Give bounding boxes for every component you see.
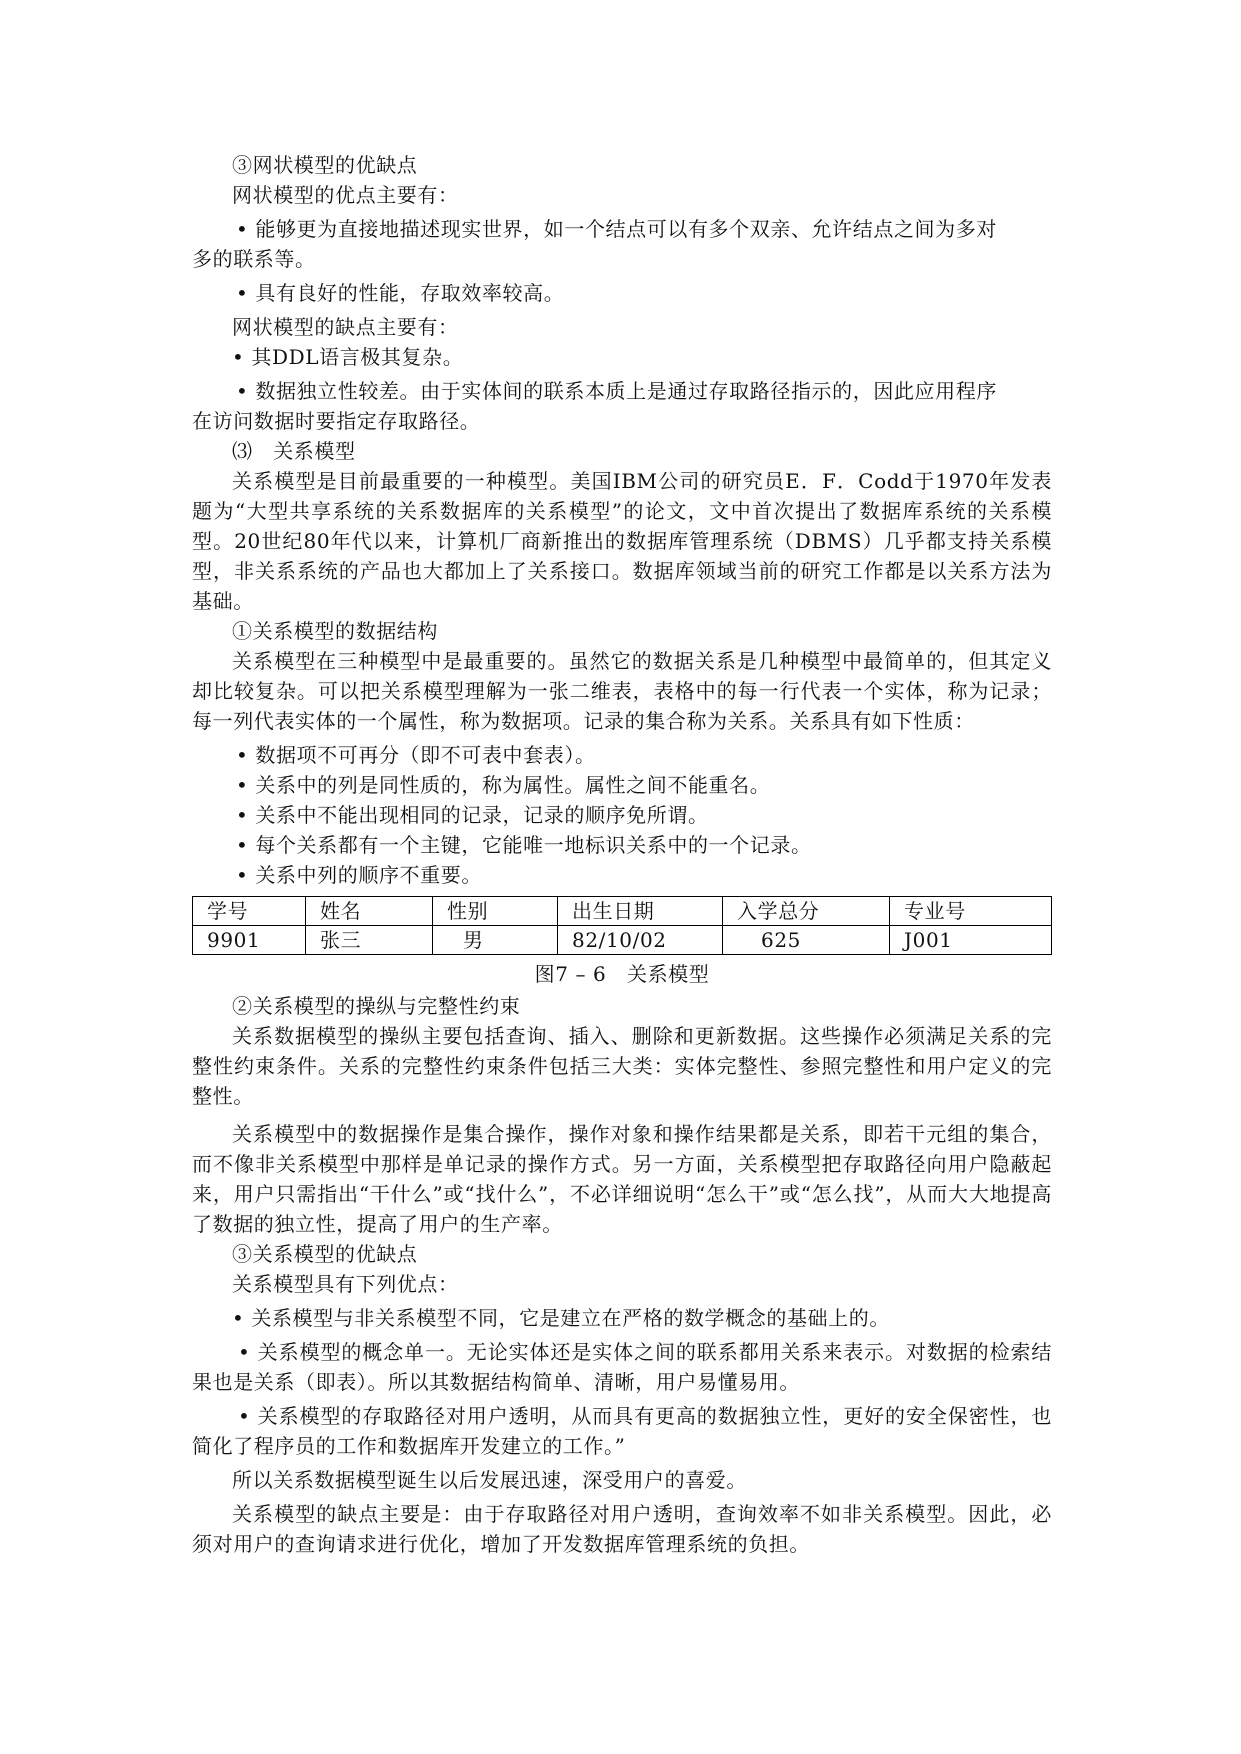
table-cell: 9901 [193,926,306,955]
network-advantages-intro: 网状模型的优点主要有： [232,183,459,207]
relational-advantage-3: • 关系模型的存取路径对用户透明，从而具有更高的数据独立性，更好的安全保密性，也简化了程序员的工作和数据库开发建立的工作。” [192,1404,1052,1458]
relation-property-1: • 数据项不可再分（即不可表中套表）。 [236,743,596,767]
relational-summary: 所以关系数据模型诞生以后发展迅速，深受用户的喜爱。 [232,1468,747,1492]
table-header-cell: 学号 [193,897,306,926]
document-page [192,150,1052,1559]
table-row [193,926,1052,955]
table-header-cell: 姓名 [306,897,433,926]
table-cell: 男 [433,926,558,955]
network-advantage-1-line-2: 多的联系等。 [192,247,316,271]
table-header-cell: 出生日期 [558,897,723,926]
network-disadvantage-2-line-2: 在访问数据时要指定存取路径。 [192,409,481,433]
table-cell: 82/10/02 [558,926,723,955]
relational-structure-heading: ①关系模型的数据结构 [232,619,438,643]
relational-advantage-2: • 关系模型的概念单一。无论实体还是实体之间的联系都用关系来表示。对数据的检索结果也是关系（即表）。所以其数据结构简单、清晰，用户易懂易用。 [192,1340,1052,1394]
network-pros-cons-heading: ③网状模型的优缺点 [232,153,418,177]
table-cell: J001 [890,926,1052,955]
table-header-cell: 专业号 [890,897,1052,926]
relational-disadvantages: 关系模型的缺点主要是：由于存取路径对用户透明，查询效率不如非关系模型。因此，必须对用户的查询请求进行优化，增加了开发数据库管理系统的负担。 [192,1502,1052,1556]
relation-property-2: • 关系中的列是同性质的，称为属性。属性之间不能重名。 [236,773,771,797]
relational-pros-cons-heading: ③关系模型的优缺点 [232,1242,418,1266]
relation-property-5: • 关系中列的顺序不重要。 [236,863,482,887]
network-disadvantage-1: • 其DDL语言极其复杂。 [232,345,464,369]
table-header-cell: 性别 [433,897,558,926]
relational-model-heading: ⑶ 关系模型 [232,439,356,463]
relational-model-table [192,896,1052,955]
table-header-row [193,897,1052,926]
network-advantage-2: • 具有良好的性能，存取效率较高。 [236,281,565,305]
operations-paragraph-1: 关系数据模型的操纵主要包括查询、插入、删除和更新数据。这些操作必须满足关系的完整性约束条件。关系的完整性约束条件包括三大类：实体完整性、参照完整性和用户定义的完整性。 [192,1024,1052,1108]
relational-advantage-1: • 关系模型与非关系模型不同，它是建立在严格的数学概念的基础上的。 [232,1306,890,1330]
operations-heading: ②关系模型的操纵与完整性约束 [232,994,521,1018]
network-disadvantages-intro: 网状模型的缺点主要有： [232,315,459,339]
table-cell: 625 [723,926,890,955]
relation-property-3: • 关系中不能出现相同的记录，记录的顺序免所谓。 [236,803,709,827]
table-cell: 张三 [306,926,433,955]
operations-paragraph-2: 关系模型中的数据操作是集合操作，操作对象和操作结果都是关系，即若干元组的集合，而不像非关系模型中那样是单记录的操作方式。另一方面，关系模型把存取路径向用户隐蔽起来，用户只需指出“干什么”或“找什么”，不必详细说明“怎么干”或“怎么找”，从而大大地提高了数据的独立性，提高了用户的生产率。 [192,1122,1052,1236]
network-disadvantage-2-line-1: • 数据独立性较差。由于实体间的联系本质上是通过存取路径指示的，因此应用程序 [236,379,997,403]
table-header-cell: 入学总分 [723,897,890,926]
relational-model-intro: 关系模型是目前最重要的一种模型。美国IBM公司的研究员E．F．Codd于1970年发表题为“大型共享系统的关系数据库的关系模型”的论文，文中首次提出了数据库系统的关系模型。20世纪80年代以来，计算机厂商新推出的数据库管理系统（DBMS）几乎都支持关系模型，非关系系统的产品也大都加上了关系接口。数据库领域当前的研究工作都是以关系方法为基础。 [192,469,1052,613]
relation-property-4: • 每个关系都有一个主键，它能唯一地标识关系中的一个记录。 [236,833,812,857]
relational-structure-text: 关系模型在三种模型中是最重要的。虽然它的数据关系是几种模型中最简单的，但其定义却比较复杂。可以把关系模型理解为一张二维表，表格中的每一行代表一个实体，称为记录；每一列代表实体的一个属性，称为数据项。记录的集合称为关系。关系具有如下性质： [192,649,1052,733]
network-advantage-1-line-1: • 能够更为直接地描述现实世界，如一个结点可以有多个双亲、允许结点之间为多对 [236,217,997,241]
relational-advantages-intro: 关系模型具有下列优点： [232,1272,459,1296]
figure-caption: 图7 – 6 关系模型 [534,962,710,986]
